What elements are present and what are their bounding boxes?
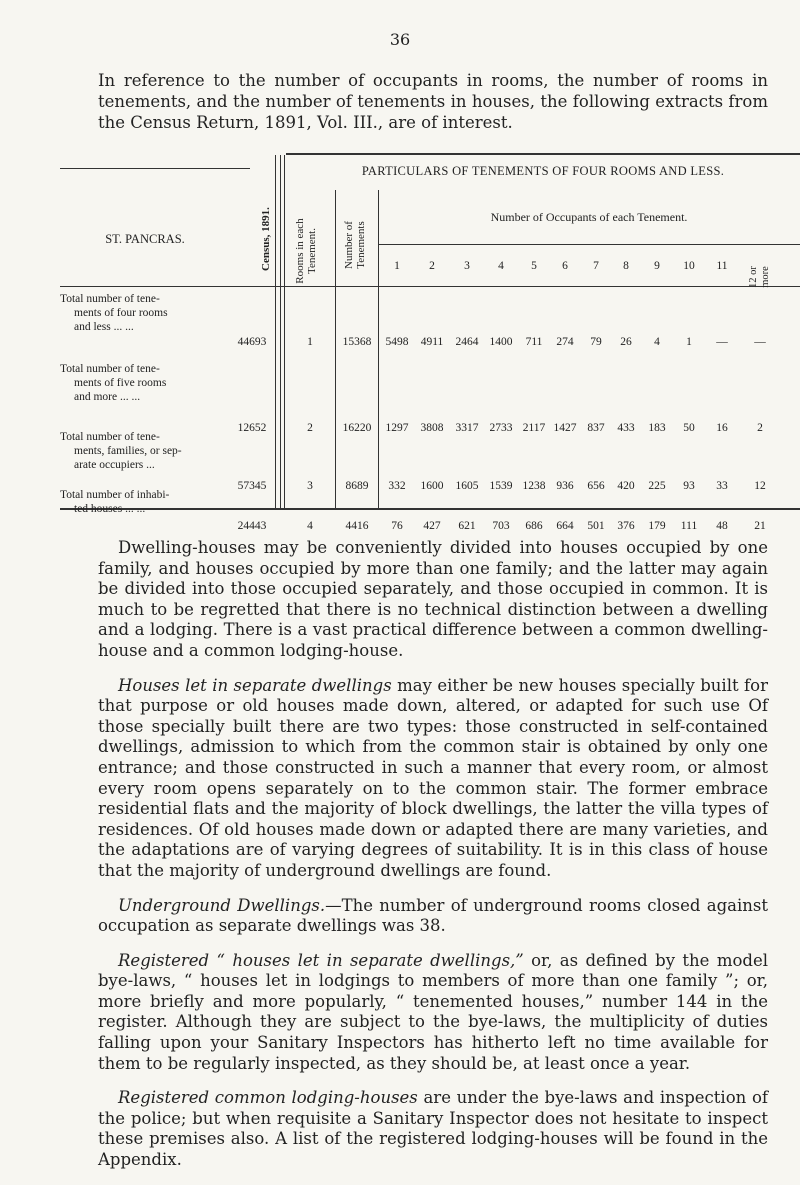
occupant-value: 656: [587, 480, 605, 492]
rooms-header: Rooms in each Tenement.: [294, 218, 318, 284]
paragraph-text: —The number of underground rooms closed against occupation as separate dwellings was 38.: [98, 895, 768, 936]
paragraph-lead: Registered common lodging-houses: [118, 1088, 418, 1108]
body-paragraph: [98, 538, 768, 662]
paragraph-text: are under the bye-laws and inspection of the police; but when requisite a Sanitary Inspector does not hesitate to inspect these premises also. A list of the registered lodging-houses will be found in the Appendix.: [98, 1088, 768, 1170]
occupant-value: 26: [620, 336, 632, 348]
occupant-value: 427: [423, 520, 441, 532]
occupant-value: 21: [754, 520, 766, 532]
occupant-value: 93: [683, 480, 695, 492]
tenements-value: 15368: [342, 336, 372, 348]
body-text: [98, 538, 768, 1185]
occupant-value: 2117: [522, 422, 546, 434]
occupant-value: 3317: [455, 422, 479, 434]
table-top-rule: [286, 153, 800, 155]
occupant-col-header-2: 2: [429, 260, 435, 272]
occupant-value: 111: [680, 520, 698, 532]
occupant-value: 3808: [420, 422, 444, 434]
occupant-value: 1539: [489, 480, 513, 492]
tenements-header: Number of Tenements: [343, 221, 367, 269]
occupant-value: 12: [754, 480, 766, 492]
table-title: PARTICULARS OF TENEMENTS OF FOUR ROOMS AND LESS.: [361, 164, 725, 178]
occupant-col-header-3: 3: [464, 260, 470, 272]
occupant-value: 420: [617, 480, 635, 492]
occupant-value: 1605: [455, 480, 479, 492]
row-label-line: Total number of tene-: [60, 293, 160, 305]
occupant-value: 686: [525, 520, 543, 532]
occupant-value: —: [716, 336, 728, 348]
census-value: 24443: [237, 520, 267, 532]
occupant-value: 332: [388, 480, 406, 492]
tenements-value: 4416: [345, 520, 369, 532]
row-label: [60, 292, 230, 334]
census-right-rule: [275, 155, 276, 508]
paragraph-lead: Registered “ houses let in separate dwellings,”: [118, 950, 524, 970]
occupant-value: —: [754, 336, 766, 348]
occupant-value: 1238: [522, 480, 546, 492]
occupant-value: 376: [617, 520, 635, 532]
occupant-value: 16: [716, 422, 728, 434]
body-paragraph: [98, 896, 768, 937]
occupant-col-header-4: 4: [498, 260, 504, 272]
row-label-line: and more ... ...: [74, 391, 141, 403]
row-label-line: arate occupiers ...: [74, 459, 155, 471]
occupant-col-header-9: 9: [654, 260, 660, 272]
census-value: 57345: [237, 480, 267, 492]
double-rule-a: [280, 155, 281, 508]
occupants-header: Number of Occupants of each Tenement.: [490, 210, 688, 224]
tenements-right-rule: [378, 190, 379, 508]
occupant-value: 664: [556, 520, 574, 532]
paragraph-text: may either be new houses specially built for that purpose or old houses made down, altered, or adapted for such use Of those specially built there are two types: those constructed in self-contained dwellings, admission to which from the common stair is obtained by only one entrance; and those constructed in such a manner that every room, or almost every room opens separately on to the common stair. The former embrace residential flats and the majority of block dwellings, the latter the villa types of residences. Of old houses made down or adapted there are many varieties, and the adaptations are of varying degrees of suitability. It is in this class of house that the majority of underground dwellings are found.: [98, 675, 768, 880]
paragraph-text: Dwelling-houses may be conveniently divided into houses occupied by one family, and houses occupied by more than one family; and the latter may again be divided into those occupied separately, and those occupied in common. It is much to be regretted that there is no technical distinction between a dwelling and a lodging. There is a vast practical difference between a common dwelling-house and a common lodging-house.: [98, 538, 768, 660]
body-paragraph: [98, 1088, 768, 1170]
occupant-value: 4911: [420, 336, 444, 348]
body-paragraph: [98, 676, 768, 882]
body-paragraph: [98, 951, 768, 1075]
row-label-line: ted houses ... ...: [74, 503, 146, 515]
paragraph-lead: Underground Dwellings.: [118, 895, 326, 915]
occupant-value: 936: [556, 480, 574, 492]
occupant-value: 1600: [420, 480, 444, 492]
paragraph-text: or, as defined by the model bye-laws, “ houses let in lodgings to members of more than one family ”; or, more briefly and more popularly, “ tenemented houses,” number 144 in the register. Although they are subject to the bye-laws, the multiplicity of duties falling upon your Sanitary Inspectors has hitherto left no time available for them to be regularly inspected, as they should be, at least once a year.: [98, 950, 768, 1073]
row-label-line: ments of four rooms: [74, 307, 168, 319]
occupant-value: 183: [648, 422, 666, 434]
occupant-value: 50: [683, 422, 695, 434]
occupant-value: 79: [590, 336, 602, 348]
occupant-value: 179: [648, 520, 666, 532]
census-table: [60, 150, 800, 532]
census-header: Census, 1891.: [260, 207, 272, 271]
occupant-value: 5498: [385, 336, 409, 348]
occupant-value: 1427: [553, 422, 577, 434]
occupant-col-header-6: 6: [562, 260, 568, 272]
occupant-value: 703: [492, 520, 510, 532]
occupant-value: 48: [716, 520, 728, 532]
occupant-col-header-1: 1: [394, 260, 400, 272]
occupant-value: 711: [525, 336, 543, 348]
occupant-value: 2733: [489, 422, 513, 434]
stub-header-rule: [60, 286, 286, 287]
occupant-col-header-12-or-more: 12 or more: [748, 266, 771, 288]
rooms-value: 4: [307, 520, 313, 532]
tenements-value: 8689: [345, 480, 369, 492]
row-label: [60, 362, 230, 404]
occupant-col-header-11: 11: [716, 260, 728, 272]
tenements-value: 16220: [342, 422, 372, 434]
census-value: 44693: [237, 336, 267, 348]
occupant-value: 1: [686, 336, 692, 348]
occupant-value: 4: [654, 336, 660, 348]
stub-top-rule: [60, 168, 250, 169]
row-label-line: Total number of tene-: [60, 363, 160, 375]
occupant-value: 433: [617, 422, 635, 434]
paragraph-lead: Houses let in separate dwellings: [118, 675, 392, 695]
occupant-value: 501: [587, 520, 605, 532]
occupant-value: 2464: [455, 336, 479, 348]
rooms-value: 3: [307, 480, 313, 492]
row-label-line: and less ... ...: [74, 321, 134, 333]
row-label-line: ments of five rooms: [74, 377, 167, 389]
rooms-right-rule: [335, 190, 336, 508]
occupants-subheader-rule: [378, 244, 800, 245]
occupant-value: 76: [391, 520, 403, 532]
rooms-value: 2: [307, 422, 313, 434]
stub-header: ST. PANCRAS.: [105, 232, 185, 246]
rooms-value: 1: [307, 336, 313, 348]
row-label-line: Total number of tene-: [60, 431, 160, 443]
occupant-col-header-7: 7: [593, 260, 599, 272]
occupant-value: 2: [757, 422, 763, 434]
page-number: 36: [389, 30, 411, 49]
row-label: [60, 488, 230, 516]
occupant-col-header-5: 5: [531, 260, 537, 272]
census-value: 12652: [237, 422, 267, 434]
occupant-col-header-8: 8: [623, 260, 629, 272]
occupant-value: 225: [648, 480, 666, 492]
row-label-line: ments, families, or sep-: [74, 445, 182, 457]
row-label-line: Total number of inhabi-: [60, 489, 170, 501]
occupant-col-header-10: 10: [683, 260, 695, 272]
occupant-value: 837: [587, 422, 605, 434]
occupant-value: 33: [716, 480, 728, 492]
double-rule-b: [284, 155, 285, 508]
row-label: [60, 430, 230, 472]
occupant-value: 1297: [385, 422, 409, 434]
occupant-value: 1400: [489, 336, 513, 348]
occupant-value: 621: [458, 520, 476, 532]
intro-paragraph: In reference to the number of occupants in rooms, the number of rooms in tenements, and the number of tenements in houses, the following extracts from the Census Return, 1891, Vol. III., are of interest.: [98, 71, 768, 132]
occupant-value: 274: [556, 336, 574, 348]
